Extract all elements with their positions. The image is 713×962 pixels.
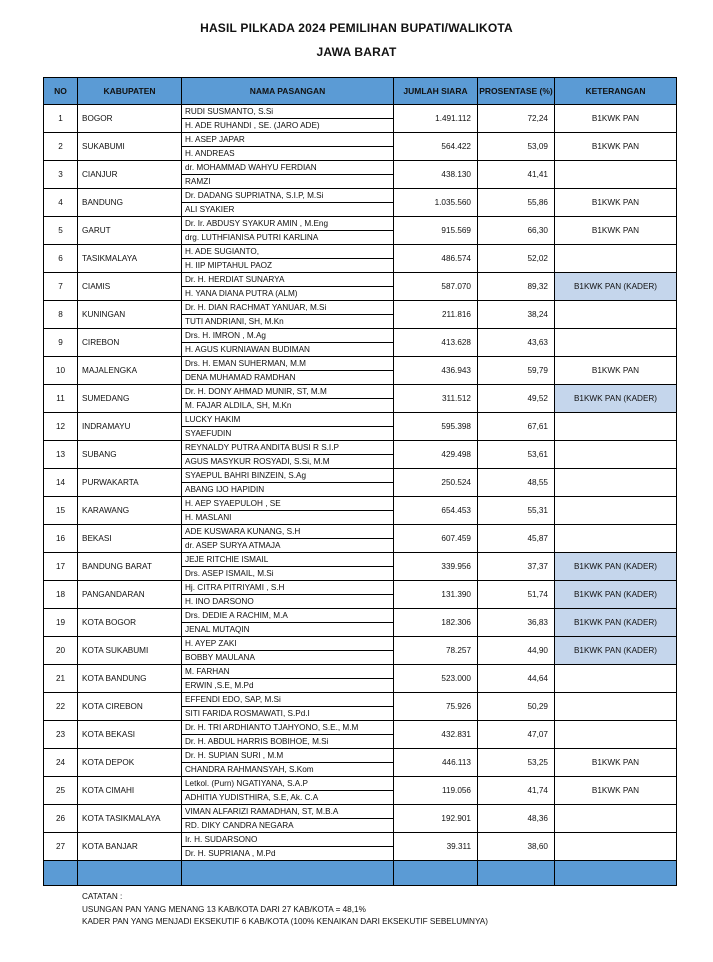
row-keterangan xyxy=(555,805,677,833)
row-prosentase: 45,87 xyxy=(478,525,555,553)
notes-line-1: USUNGAN PAN YANG MENANG 13 KAB/KOTA DARI 27 KAB/KOTA = 48,1% xyxy=(82,904,366,914)
row-no: 2 xyxy=(44,133,78,161)
row-keterangan xyxy=(555,441,677,469)
row-kabupaten: BEKASI xyxy=(78,525,182,553)
row-nama-pasangan xyxy=(182,161,394,189)
row-keterangan xyxy=(555,413,677,441)
candidate-2: H. INO DARSONO xyxy=(185,597,254,606)
row-jumlah-siara: 339.956 xyxy=(394,553,478,581)
row-nama-pasangan xyxy=(182,553,394,581)
row-nama-pasangan xyxy=(182,357,394,385)
row-keterangan: B1KWK PAN (KADER) xyxy=(555,581,677,609)
row-prosentase: 52,02 xyxy=(478,245,555,273)
table-row xyxy=(44,161,677,189)
candidate-2: ERWIN ,S.E, M.Pd xyxy=(185,681,254,690)
row-prosentase: 37,37 xyxy=(478,553,555,581)
row-keterangan xyxy=(555,525,677,553)
row-kabupaten: GARUT xyxy=(78,217,182,245)
candidate-2: SYAEFUDIN xyxy=(185,429,232,438)
table-row xyxy=(44,637,677,665)
table-row xyxy=(44,553,677,581)
candidate-2: ALI SYAKIER xyxy=(185,205,235,214)
row-no: 22 xyxy=(44,693,78,721)
row-no: 11 xyxy=(44,385,78,413)
row-nama-pasangan xyxy=(182,441,394,469)
row-kabupaten: SUKABUMI xyxy=(78,133,182,161)
row-jumlah-siara: 192.901 xyxy=(394,805,478,833)
row-jumlah-siara: 432.831 xyxy=(394,721,478,749)
row-jumlah-siara: 436.943 xyxy=(394,357,478,385)
row-no: 13 xyxy=(44,441,78,469)
table-row xyxy=(44,777,677,805)
row-prosentase: 38,60 xyxy=(478,833,555,861)
row-jumlah-siara: 182.306 xyxy=(394,609,478,637)
candidate-1: JEJE RITCHIE ISMAIL xyxy=(182,553,393,567)
row-prosentase: 55,86 xyxy=(478,189,555,217)
row-prosentase: 44,90 xyxy=(478,637,555,665)
row-prosentase: 43,63 xyxy=(478,329,555,357)
row-prosentase: 67,61 xyxy=(478,413,555,441)
row-no: 21 xyxy=(44,665,78,693)
row-kabupaten: KUNINGAN xyxy=(78,301,182,329)
row-no: 14 xyxy=(44,469,78,497)
row-no: 10 xyxy=(44,357,78,385)
table-row xyxy=(44,245,677,273)
row-jumlah-siara: 438.130 xyxy=(394,161,478,189)
row-prosentase: 41,41 xyxy=(478,161,555,189)
row-nama-pasangan xyxy=(182,301,394,329)
candidate-1: Ir. H. SUDARSONO xyxy=(182,833,393,847)
row-prosentase: 44,64 xyxy=(478,665,555,693)
footer-cell xyxy=(78,861,182,886)
footer-cell xyxy=(555,861,677,886)
row-no: 6 xyxy=(44,245,78,273)
row-jumlah-siara: 564.422 xyxy=(394,133,478,161)
results-table xyxy=(43,77,677,886)
row-prosentase: 89,32 xyxy=(478,273,555,301)
row-keterangan: B1KWK PAN (KADER) xyxy=(555,273,677,301)
row-keterangan xyxy=(555,329,677,357)
row-jumlah-siara: 250.524 xyxy=(394,469,478,497)
page-subtitle: JAWA BARAT xyxy=(316,45,397,59)
header-jumlah-siara: JUMLAH SIARA xyxy=(394,78,478,105)
row-nama-pasangan xyxy=(182,385,394,413)
row-jumlah-siara: 486.574 xyxy=(394,245,478,273)
table-row xyxy=(44,441,677,469)
page-title: HASIL PILKADA 2024 PEMILIHAN BUPATI/WALIKOTA xyxy=(200,21,513,35)
row-no: 25 xyxy=(44,777,78,805)
row-jumlah-siara: 413.628 xyxy=(394,329,478,357)
row-nama-pasangan xyxy=(182,693,394,721)
row-no: 8 xyxy=(44,301,78,329)
candidate-1: Hj. CITRA PITRIYAMI , S.H xyxy=(182,581,393,595)
row-no: 18 xyxy=(44,581,78,609)
row-prosentase: 47,07 xyxy=(478,721,555,749)
row-keterangan: B1KWK PAN (KADER) xyxy=(555,637,677,665)
row-jumlah-siara: 587.070 xyxy=(394,273,478,301)
row-keterangan: B1KWK PAN xyxy=(555,133,677,161)
row-prosentase: 41,74 xyxy=(478,777,555,805)
row-keterangan: B1KWK PAN (KADER) xyxy=(555,553,677,581)
table-header-row xyxy=(44,78,677,105)
row-jumlah-siara: 1.491.112 xyxy=(394,105,478,133)
row-prosentase: 48,55 xyxy=(478,469,555,497)
candidate-1: Dr. H. HERDIAT SUNARYA xyxy=(182,273,393,287)
candidate-1: H. ADE SUGIANTO, xyxy=(182,245,393,259)
row-prosentase: 55,31 xyxy=(478,497,555,525)
candidate-1: VIMAN ALFARIZI RAMADHAN, ST, M.B.A xyxy=(182,805,393,819)
row-keterangan: B1KWK PAN xyxy=(555,105,677,133)
row-jumlah-siara: 523.000 xyxy=(394,665,478,693)
candidate-1: RUDI SUSMANTO, S.Si xyxy=(182,105,393,119)
table-row xyxy=(44,105,677,133)
row-no: 24 xyxy=(44,749,78,777)
candidate-1: Dr. DADANG SUPRIATNA, S.I.P, M.Si xyxy=(182,189,393,203)
row-kabupaten: INDRAMAYU xyxy=(78,413,182,441)
candidate-2: AGUS MASYKUR ROSYADI, S.Si, M.M xyxy=(185,457,330,466)
candidate-1: EFFENDI EDO, SAP, M.Si xyxy=(182,693,393,707)
row-kabupaten: SUBANG xyxy=(78,441,182,469)
row-jumlah-siara: 211.816 xyxy=(394,301,478,329)
row-jumlah-siara: 311.512 xyxy=(394,385,478,413)
candidate-2: ABANG IJO HAPIDIN xyxy=(185,485,265,494)
row-keterangan: B1KWK PAN xyxy=(555,189,677,217)
header-prosentase-label: PROSENTASE (%) xyxy=(479,86,553,96)
row-no: 15 xyxy=(44,497,78,525)
row-keterangan: B1KWK PAN (KADER) xyxy=(555,609,677,637)
table-row xyxy=(44,133,677,161)
row-jumlah-siara: 915.569 xyxy=(394,217,478,245)
row-kabupaten: KOTA BANDUNG xyxy=(78,665,182,693)
candidate-2: DENA MUHAMAD RAMDHAN xyxy=(185,373,296,382)
row-prosentase: 51,74 xyxy=(478,581,555,609)
row-kabupaten: CIANJUR xyxy=(78,161,182,189)
row-keterangan: B1KWK PAN xyxy=(555,777,677,805)
table-row xyxy=(44,833,677,861)
candidate-2: dr. ASEP SURYA ATMAJA xyxy=(185,541,281,550)
row-keterangan: B1KWK PAN xyxy=(555,749,677,777)
table-body xyxy=(44,105,677,861)
row-nama-pasangan xyxy=(182,665,394,693)
notes-line-2: KADER PAN YANG MENJADI EKSEKUTIF 6 KAB/KOTA (100% KENAIKAN DARI EKSEKUTIF SEBELUMNYA) xyxy=(82,917,488,926)
candidate-2: drg. LUTHFIANISA PUTRI KARLINA xyxy=(185,233,319,242)
candidate-1: Letkol. (Purn) NGATIYANA, S.A.P xyxy=(182,777,393,791)
row-keterangan xyxy=(555,301,677,329)
table-row xyxy=(44,273,677,301)
row-keterangan xyxy=(555,161,677,189)
candidate-1: Dr. H. SUPIAN SURI , M.M xyxy=(182,749,393,763)
row-kabupaten: KOTA SUKABUMI xyxy=(78,637,182,665)
row-nama-pasangan xyxy=(182,469,394,497)
header-keterangan: KETERANGAN xyxy=(555,78,677,105)
candidate-2: H. YANA DIANA PUTRA (ALM) xyxy=(185,289,298,298)
table-row xyxy=(44,217,677,245)
candidate-2: Drs. ASEP ISMAIL, M.Si xyxy=(185,569,274,578)
row-keterangan: B1KWK PAN xyxy=(555,217,677,245)
row-jumlah-siara: 131.390 xyxy=(394,581,478,609)
candidate-2: H. MASLANI xyxy=(185,513,232,522)
row-prosentase: 53,09 xyxy=(478,133,555,161)
row-prosentase: 36,83 xyxy=(478,609,555,637)
footer-cell xyxy=(44,861,78,886)
row-jumlah-siara: 1.035.560 xyxy=(394,189,478,217)
row-nama-pasangan xyxy=(182,525,394,553)
row-nama-pasangan xyxy=(182,497,394,525)
row-kabupaten: KOTA TASIKMALAYA xyxy=(78,805,182,833)
row-prosentase: 38,24 xyxy=(478,301,555,329)
header-nama-pasangan: NAMA PASANGAN xyxy=(182,78,394,105)
candidate-2: CHANDRA RAHMANSYAH, S.Kom xyxy=(185,765,314,774)
row-prosentase: 49,52 xyxy=(478,385,555,413)
row-nama-pasangan xyxy=(182,721,394,749)
candidate-2: M. FAJAR ALDILA, SH, M.Kn xyxy=(185,401,292,410)
row-keterangan xyxy=(555,245,677,273)
candidate-2: RD. DIKY CANDRA NEGARA xyxy=(185,821,294,830)
table-row xyxy=(44,189,677,217)
row-nama-pasangan xyxy=(182,217,394,245)
row-kabupaten: KARAWANG xyxy=(78,497,182,525)
row-no: 9 xyxy=(44,329,78,357)
candidate-2: RAMZI xyxy=(185,177,211,186)
row-nama-pasangan xyxy=(182,329,394,357)
row-nama-pasangan xyxy=(182,749,394,777)
row-nama-pasangan xyxy=(182,833,394,861)
candidate-2: JENAL MUTAQIN xyxy=(185,625,250,634)
row-no: 3 xyxy=(44,161,78,189)
row-kabupaten: KOTA BANJAR xyxy=(78,833,182,861)
row-nama-pasangan xyxy=(182,133,394,161)
candidate-2: ADHITIA YUDISTHIRA, S.E, Ak. C.A xyxy=(185,793,319,802)
row-nama-pasangan xyxy=(182,637,394,665)
row-prosentase: 59,79 xyxy=(478,357,555,385)
row-kabupaten: MAJALENGKA xyxy=(78,357,182,385)
candidate-2: BOBBY MAULANA xyxy=(185,653,255,662)
row-nama-pasangan xyxy=(182,189,394,217)
row-jumlah-siara: 39.311 xyxy=(394,833,478,861)
table-row xyxy=(44,805,677,833)
row-no: 1 xyxy=(44,105,78,133)
footer-cell xyxy=(394,861,478,886)
row-keterangan xyxy=(555,833,677,861)
table-row xyxy=(44,497,677,525)
row-kabupaten: KOTA CIREBON xyxy=(78,693,182,721)
row-nama-pasangan xyxy=(182,581,394,609)
row-keterangan: B1KWK PAN (KADER) xyxy=(555,385,677,413)
candidate-1: Drs. H. IMRON , M.Ag xyxy=(182,329,393,343)
row-no: 12 xyxy=(44,413,78,441)
candidate-2: Dr. H. SUPRIANA , M.Pd xyxy=(185,849,276,858)
table-row xyxy=(44,385,677,413)
table-row xyxy=(44,609,677,637)
candidate-1: H. ASEP JAPAR xyxy=(182,133,393,147)
row-jumlah-siara: 607.459 xyxy=(394,525,478,553)
candidate-2: H. AGUS KURNIAWAN BUDIMAN xyxy=(185,345,310,354)
candidate-1: dr. MOHAMMAD WAHYU FERDIAN xyxy=(182,161,393,175)
table-row xyxy=(44,665,677,693)
row-jumlah-siara: 595.398 xyxy=(394,413,478,441)
candidate-2: H. ADE RUHANDI , SE. (JARO ADE) xyxy=(185,121,320,130)
row-keterangan xyxy=(555,721,677,749)
candidate-1: Drs. DEDIE A RACHIM, M.A xyxy=(182,609,393,623)
candidate-2: H. IIP MIPTAHUL PAOZ xyxy=(185,261,273,270)
candidate-1: LUCKY HAKIM xyxy=(182,413,393,427)
row-prosentase: 53,61 xyxy=(478,441,555,469)
table-row xyxy=(44,693,677,721)
row-jumlah-siara: 78.257 xyxy=(394,637,478,665)
row-prosentase: 53,25 xyxy=(478,749,555,777)
notes-label: CATATAN : xyxy=(82,892,123,901)
header-no: NO xyxy=(44,78,78,105)
row-keterangan xyxy=(555,497,677,525)
row-nama-pasangan xyxy=(182,805,394,833)
row-kabupaten: PANGANDARAN xyxy=(78,581,182,609)
row-prosentase: 48,36 xyxy=(478,805,555,833)
row-nama-pasangan xyxy=(182,609,394,637)
row-kabupaten: SUMEDANG xyxy=(78,385,182,413)
candidate-1: SYAEPUL BAHRI BINZEIN, S.Ag xyxy=(182,469,393,483)
candidate-2: Dr. H. ABDUL HARRIS BOBIHOE, M.Si xyxy=(185,737,329,746)
row-prosentase: 50,29 xyxy=(478,693,555,721)
row-kabupaten: KOTA DEPOK xyxy=(78,749,182,777)
candidate-1: H. AEP SYAEPULOH , SE xyxy=(182,497,393,511)
table-row xyxy=(44,301,677,329)
header-kabupaten: KABUPATEN xyxy=(78,78,182,105)
candidate-1: H. AYEP ZAKI xyxy=(182,637,393,651)
row-no: 27 xyxy=(44,833,78,861)
row-nama-pasangan xyxy=(182,245,394,273)
table-row xyxy=(44,357,677,385)
row-prosentase: 66,30 xyxy=(478,217,555,245)
row-jumlah-siara: 654.453 xyxy=(394,497,478,525)
row-no: 5 xyxy=(44,217,78,245)
candidate-2: H. ANDREAS xyxy=(185,149,235,158)
table-row xyxy=(44,469,677,497)
candidate-1: ADE KUSWARA KUNANG, S.H xyxy=(182,525,393,539)
candidate-1: Dr. H. TRI ARDHIANTO TJAHYONO, S.E., M.M xyxy=(182,721,393,735)
row-kabupaten: BOGOR xyxy=(78,105,182,133)
notes-block xyxy=(82,891,488,929)
table-row xyxy=(44,749,677,777)
row-kabupaten: BANDUNG BARAT xyxy=(78,553,182,581)
candidate-2: SITI FARIDA ROSMAWATI, S.Pd.I xyxy=(185,709,310,718)
row-kabupaten: KOTA BEKASI xyxy=(78,721,182,749)
row-no: 23 xyxy=(44,721,78,749)
row-nama-pasangan xyxy=(182,105,394,133)
candidate-1: Dr. H. DONY AHMAD MUNIR, ST, M.M xyxy=(182,385,393,399)
row-no: 7 xyxy=(44,273,78,301)
row-nama-pasangan xyxy=(182,413,394,441)
row-jumlah-siara: 446.113 xyxy=(394,749,478,777)
table-row xyxy=(44,581,677,609)
table-footer-row xyxy=(44,861,677,886)
row-keterangan xyxy=(555,469,677,497)
row-no: 26 xyxy=(44,805,78,833)
row-kabupaten: CIAMIS xyxy=(78,273,182,301)
row-nama-pasangan xyxy=(182,777,394,805)
row-prosentase: 72,24 xyxy=(478,105,555,133)
row-no: 16 xyxy=(44,525,78,553)
candidate-2: TUTI ANDRIANI, SH, M.Kn xyxy=(185,317,284,326)
row-kabupaten: KOTA BOGOR xyxy=(78,609,182,637)
row-keterangan xyxy=(555,693,677,721)
row-nama-pasangan xyxy=(182,273,394,301)
row-jumlah-siara: 75.926 xyxy=(394,693,478,721)
row-kabupaten: TASIKMALAYA xyxy=(78,245,182,273)
candidate-1: REYNALDY PUTRA ANDITA BUSI R S.I.P xyxy=(182,441,393,455)
header-prosentase xyxy=(478,78,555,105)
footer-cell xyxy=(182,861,394,886)
candidate-1: Dr. Ir. ABDUSY SYAKUR AMIN , M.Eng xyxy=(182,217,393,231)
table-row xyxy=(44,329,677,357)
candidate-1: Dr. H. DIAN RACHMAT YANUAR, M.Si xyxy=(182,301,393,315)
candidate-1: M. FARHAN xyxy=(182,665,393,679)
table-row xyxy=(44,525,677,553)
row-no: 4 xyxy=(44,189,78,217)
row-no: 19 xyxy=(44,609,78,637)
candidate-1: Drs. H. EMAN SUHERMAN, M.M xyxy=(182,357,393,371)
table-row xyxy=(44,721,677,749)
row-kabupaten: CIREBON xyxy=(78,329,182,357)
row-jumlah-siara: 119.056 xyxy=(394,777,478,805)
row-kabupaten: KOTA CIMAHI xyxy=(78,777,182,805)
row-keterangan: B1KWK PAN xyxy=(555,357,677,385)
row-kabupaten: BANDUNG xyxy=(78,189,182,217)
footer-cell xyxy=(478,861,555,886)
row-no: 17 xyxy=(44,553,78,581)
row-kabupaten: PURWAKARTA xyxy=(78,469,182,497)
row-no: 20 xyxy=(44,637,78,665)
table-row xyxy=(44,413,677,441)
row-jumlah-siara: 429.498 xyxy=(394,441,478,469)
row-keterangan xyxy=(555,665,677,693)
